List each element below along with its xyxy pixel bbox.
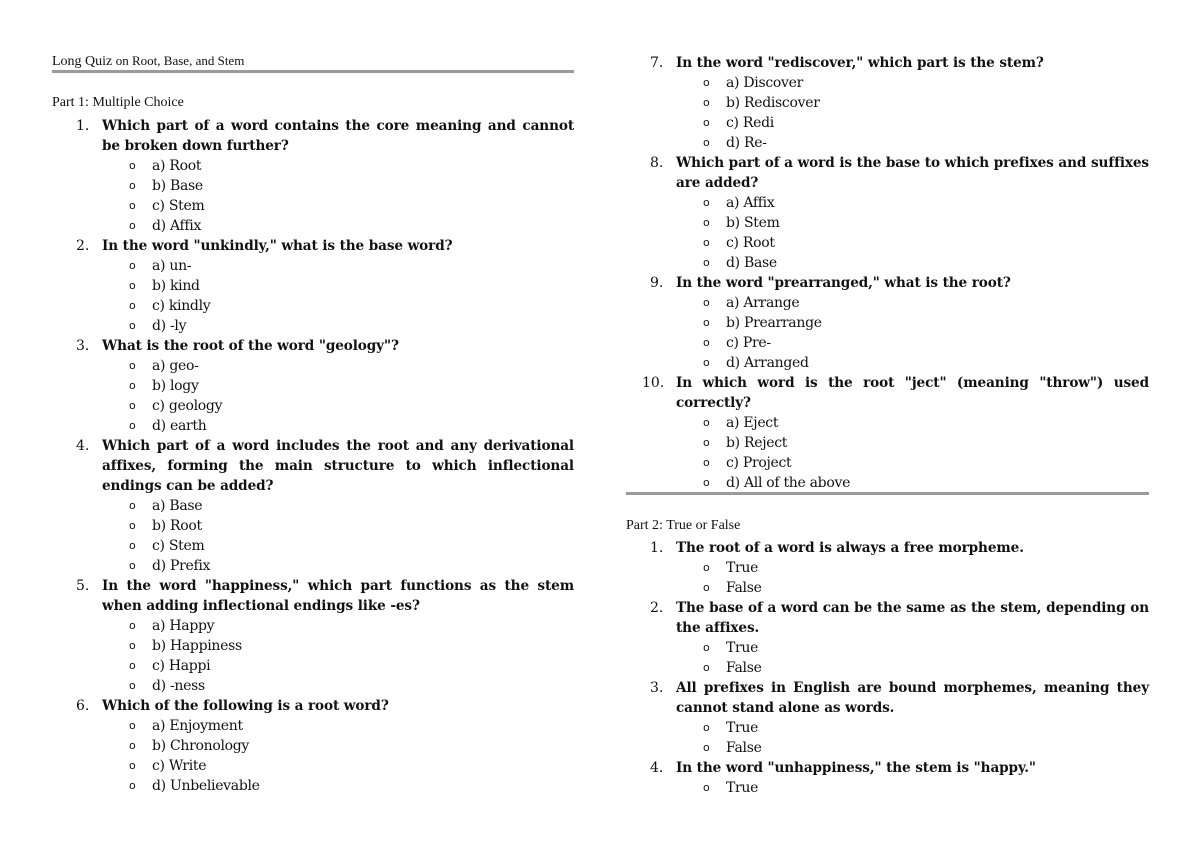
question-text: Which part of a word includes the root and any derivational affixes, forming the main structure to which inflectional endings can be added? bbox=[102, 438, 574, 494]
question-number: 4. bbox=[650, 760, 664, 776]
answer-options bbox=[52, 356, 574, 436]
bullet-icon: o bbox=[129, 499, 136, 512]
answer-option bbox=[626, 413, 1149, 433]
answer-option-text: b) Chronology bbox=[152, 738, 250, 754]
question-item bbox=[52, 696, 574, 796]
answer-option-text: c) Stem bbox=[152, 538, 205, 554]
bullet-icon: o bbox=[129, 359, 136, 372]
answer-option-text: c) Project bbox=[726, 455, 792, 471]
question-number: 1. bbox=[650, 540, 664, 556]
answer-option bbox=[626, 353, 1149, 373]
answer-option-text: d) Prefix bbox=[152, 558, 211, 574]
bullet-icon: o bbox=[703, 721, 710, 734]
bullet-icon: o bbox=[703, 216, 710, 229]
answer-options bbox=[52, 616, 574, 696]
question-text: The base of a word can be the same as the stem, depending on the affixes. bbox=[676, 600, 1149, 636]
bullet-icon: o bbox=[703, 416, 710, 429]
answer-option bbox=[626, 473, 1149, 493]
question-text: Which part of a word is the base to which prefixes and suffixes are added? bbox=[676, 155, 1149, 191]
bullet-icon: o bbox=[703, 581, 710, 594]
question-item bbox=[52, 116, 574, 236]
answer-option bbox=[52, 676, 574, 696]
part1-heading: Part 1: Multiple Choice bbox=[52, 95, 184, 110]
answer-option bbox=[626, 93, 1149, 113]
quiz-title-main: Long Quiz bbox=[52, 54, 113, 69]
bullet-icon: o bbox=[129, 399, 136, 412]
answer-option bbox=[626, 453, 1149, 473]
question-number: 7. bbox=[650, 55, 664, 71]
answer-options bbox=[52, 156, 574, 236]
answer-option bbox=[626, 233, 1149, 253]
answer-option-text: d) All of the above bbox=[726, 475, 851, 491]
bullet-icon: o bbox=[129, 159, 136, 172]
bullet-icon: o bbox=[703, 96, 710, 109]
answer-option bbox=[626, 718, 1149, 738]
bullet-icon: o bbox=[703, 741, 710, 754]
question-number: 6. bbox=[76, 698, 90, 714]
question-number: 2. bbox=[650, 600, 664, 616]
answer-option bbox=[52, 296, 574, 316]
answer-option-text: c) Happi bbox=[152, 658, 211, 674]
question-number: 1. bbox=[76, 118, 90, 134]
question-item bbox=[52, 436, 574, 576]
question-number: 3. bbox=[76, 338, 90, 354]
answer-option-text: True bbox=[726, 780, 759, 796]
answer-option-text: b) Root bbox=[152, 518, 202, 534]
bullet-icon: o bbox=[129, 259, 136, 272]
answer-option-text: c) kindly bbox=[152, 298, 211, 314]
part2-heading: Part 2: True or False bbox=[626, 518, 741, 533]
answer-option bbox=[52, 776, 574, 796]
bullet-icon: o bbox=[703, 316, 710, 329]
bullet-icon: o bbox=[129, 559, 136, 572]
question-item bbox=[626, 153, 1149, 273]
answer-option-text: c) Redi bbox=[726, 115, 774, 131]
answer-option bbox=[52, 276, 574, 296]
answer-option bbox=[52, 416, 574, 436]
question-item bbox=[626, 273, 1149, 373]
question-item bbox=[626, 538, 1149, 598]
answer-option bbox=[626, 558, 1149, 578]
section-divider bbox=[626, 492, 1149, 495]
answer-options bbox=[626, 718, 1149, 758]
bullet-icon: o bbox=[703, 76, 710, 89]
answer-option-text: a) Enjoyment bbox=[152, 718, 243, 734]
bullet-icon: o bbox=[129, 279, 136, 292]
question-number: 3. bbox=[650, 680, 664, 696]
bullet-icon: o bbox=[129, 219, 136, 232]
answer-option bbox=[626, 253, 1149, 273]
answer-option bbox=[626, 333, 1149, 353]
answer-option-text: c) Root bbox=[726, 235, 775, 251]
answer-option bbox=[52, 316, 574, 336]
answer-option-text: False bbox=[726, 740, 762, 756]
answer-option-text: a) Eject bbox=[726, 415, 779, 431]
answer-option-text: b) kind bbox=[152, 278, 200, 294]
answer-option-text: d) Arranged bbox=[726, 355, 809, 371]
question-item bbox=[626, 53, 1149, 153]
answer-option bbox=[52, 356, 574, 376]
bullet-icon: o bbox=[703, 296, 710, 309]
answer-options bbox=[626, 413, 1149, 493]
bullet-icon: o bbox=[129, 179, 136, 192]
question-number: 4. bbox=[76, 438, 90, 454]
bullet-icon: o bbox=[703, 236, 710, 249]
answer-option bbox=[626, 778, 1149, 798]
question-number: 5. bbox=[76, 578, 90, 594]
answer-option-text: d) Affix bbox=[152, 218, 202, 234]
answer-option bbox=[52, 536, 574, 556]
question-item bbox=[626, 758, 1149, 798]
bullet-icon: o bbox=[129, 539, 136, 552]
answer-option bbox=[626, 73, 1149, 93]
answer-option bbox=[626, 638, 1149, 658]
bullet-icon: o bbox=[129, 619, 136, 632]
answer-option bbox=[52, 556, 574, 576]
answer-options bbox=[626, 638, 1149, 678]
bullet-icon: o bbox=[129, 379, 136, 392]
bullet-icon: o bbox=[703, 561, 710, 574]
bullet-icon: o bbox=[129, 319, 136, 332]
answer-option bbox=[52, 496, 574, 516]
question-list-left bbox=[52, 116, 574, 796]
title-rule bbox=[52, 70, 574, 73]
quiz-title bbox=[52, 53, 574, 70]
answer-option-text: b) Base bbox=[152, 178, 203, 194]
answer-option bbox=[52, 716, 574, 736]
answer-options bbox=[626, 193, 1149, 273]
answer-option bbox=[626, 658, 1149, 678]
answer-option-text: True bbox=[726, 720, 759, 736]
answer-option-text: d) -ness bbox=[152, 678, 205, 694]
question-list-right bbox=[626, 53, 1149, 493]
question-text: In the word "happiness," which part functions as the stem when adding inflectional endings like -es? bbox=[102, 578, 574, 614]
answer-option bbox=[52, 516, 574, 536]
answer-option bbox=[52, 756, 574, 776]
answer-option bbox=[52, 656, 574, 676]
bullet-icon: o bbox=[129, 679, 136, 692]
bullet-icon: o bbox=[129, 519, 136, 532]
question-item bbox=[52, 336, 574, 436]
answer-options bbox=[52, 256, 574, 336]
answer-option-text: d) Re- bbox=[726, 135, 767, 151]
answer-option-text: d) Unbelievable bbox=[152, 778, 260, 794]
answer-option bbox=[626, 113, 1149, 133]
bullet-icon: o bbox=[129, 759, 136, 772]
question-text: In the word "unhappiness," the stem is "happy." bbox=[676, 760, 1036, 776]
answer-option-text: True bbox=[726, 640, 759, 656]
question-item bbox=[626, 678, 1149, 758]
answer-options bbox=[626, 558, 1149, 598]
answer-option-text: True bbox=[726, 560, 759, 576]
answer-option bbox=[626, 193, 1149, 213]
question-text: In the word "rediscover," which part is the stem? bbox=[676, 55, 1044, 71]
question-list-part2 bbox=[626, 538, 1149, 798]
answer-option bbox=[52, 736, 574, 756]
question-text: In the word "unkindly," what is the base word? bbox=[102, 238, 453, 254]
question-text: In the word "prearranged," what is the root? bbox=[676, 275, 1011, 291]
answer-option bbox=[626, 578, 1149, 598]
answer-option-text: b) Rediscover bbox=[726, 95, 820, 111]
answer-options bbox=[52, 716, 574, 796]
answer-option-text: b) Reject bbox=[726, 435, 788, 451]
bullet-icon: o bbox=[129, 419, 136, 432]
bullet-icon: o bbox=[703, 436, 710, 449]
answer-option-text: a) Happy bbox=[152, 618, 215, 634]
question-item bbox=[52, 236, 574, 336]
bullet-icon: o bbox=[129, 199, 136, 212]
answer-option-text: a) Arrange bbox=[726, 295, 800, 311]
question-item bbox=[626, 598, 1149, 678]
bullet-icon: o bbox=[129, 639, 136, 652]
answer-option-text: d) -ly bbox=[152, 318, 187, 334]
answer-option-text: b) Happiness bbox=[152, 638, 242, 654]
answer-option-text: d) earth bbox=[152, 418, 207, 434]
bullet-icon: o bbox=[703, 661, 710, 674]
answer-option bbox=[626, 433, 1149, 453]
answer-option bbox=[52, 176, 574, 196]
answer-options bbox=[626, 778, 1149, 798]
answer-option bbox=[626, 133, 1149, 153]
answer-option-text: d) Base bbox=[726, 255, 777, 271]
answer-options bbox=[626, 73, 1149, 153]
answer-option bbox=[52, 616, 574, 636]
answer-option-text: False bbox=[726, 660, 762, 676]
answer-option bbox=[52, 376, 574, 396]
question-number: 9. bbox=[650, 275, 664, 291]
answer-option bbox=[52, 636, 574, 656]
answer-options bbox=[52, 496, 574, 576]
question-number: 2. bbox=[76, 238, 90, 254]
bullet-icon: o bbox=[703, 336, 710, 349]
answer-option bbox=[52, 156, 574, 176]
answer-option bbox=[52, 196, 574, 216]
bullet-icon: o bbox=[703, 476, 710, 489]
answer-option-text: b) logy bbox=[152, 378, 199, 394]
answer-option bbox=[626, 293, 1149, 313]
answer-option bbox=[626, 213, 1149, 233]
answer-option-text: a) un- bbox=[152, 258, 192, 274]
quiz-title-sub: on Root, Base, and Stem bbox=[115, 53, 245, 68]
bullet-icon: o bbox=[703, 256, 710, 269]
bullet-icon: o bbox=[703, 456, 710, 469]
bullet-icon: o bbox=[703, 136, 710, 149]
question-text: Which of the following is a root word? bbox=[102, 698, 389, 714]
answer-option-text: c) geology bbox=[152, 398, 223, 414]
answer-option-text: c) Stem bbox=[152, 198, 205, 214]
bullet-icon: o bbox=[703, 641, 710, 654]
answer-option-text: a) Base bbox=[152, 498, 203, 514]
answer-option bbox=[626, 313, 1149, 333]
answer-option-text: a) Root bbox=[152, 158, 202, 174]
answer-option-text: False bbox=[726, 580, 762, 596]
bullet-icon: o bbox=[129, 719, 136, 732]
question-number: 10. bbox=[642, 375, 665, 391]
bullet-icon: o bbox=[703, 781, 710, 794]
bullet-icon: o bbox=[703, 356, 710, 369]
question-text: Which part of a word contains the core meaning and cannot be broken down further? bbox=[102, 118, 574, 154]
answer-option-text: b) Prearrange bbox=[726, 315, 822, 331]
answer-option bbox=[626, 738, 1149, 758]
answer-option-text: b) Stem bbox=[726, 215, 780, 231]
bullet-icon: o bbox=[703, 196, 710, 209]
question-text: The root of a word is always a free morpheme. bbox=[676, 540, 1024, 556]
bullet-icon: o bbox=[703, 116, 710, 129]
answer-option-text: a) Affix bbox=[726, 195, 775, 211]
question-number: 8. bbox=[650, 155, 664, 171]
question-text: All prefixes in English are bound morphemes, meaning they cannot stand alone as words. bbox=[676, 680, 1149, 716]
question-text: What is the root of the word "geology"? bbox=[102, 338, 399, 354]
bullet-icon: o bbox=[129, 739, 136, 752]
bullet-icon: o bbox=[129, 299, 136, 312]
answer-option bbox=[52, 396, 574, 416]
question-item bbox=[626, 373, 1149, 493]
answer-option-text: a) geo- bbox=[152, 358, 199, 374]
question-text: In which word is the root "ject" (meaning "throw") used correctly? bbox=[676, 375, 1149, 411]
answer-option-text: c) Pre- bbox=[726, 335, 771, 351]
answer-option bbox=[52, 216, 574, 236]
bullet-icon: o bbox=[129, 779, 136, 792]
answer-option-text: a) Discover bbox=[726, 75, 804, 91]
answer-options bbox=[626, 293, 1149, 373]
answer-option-text: c) Write bbox=[152, 758, 207, 774]
bullet-icon: o bbox=[129, 659, 136, 672]
answer-option bbox=[52, 256, 574, 276]
question-item bbox=[52, 576, 574, 696]
